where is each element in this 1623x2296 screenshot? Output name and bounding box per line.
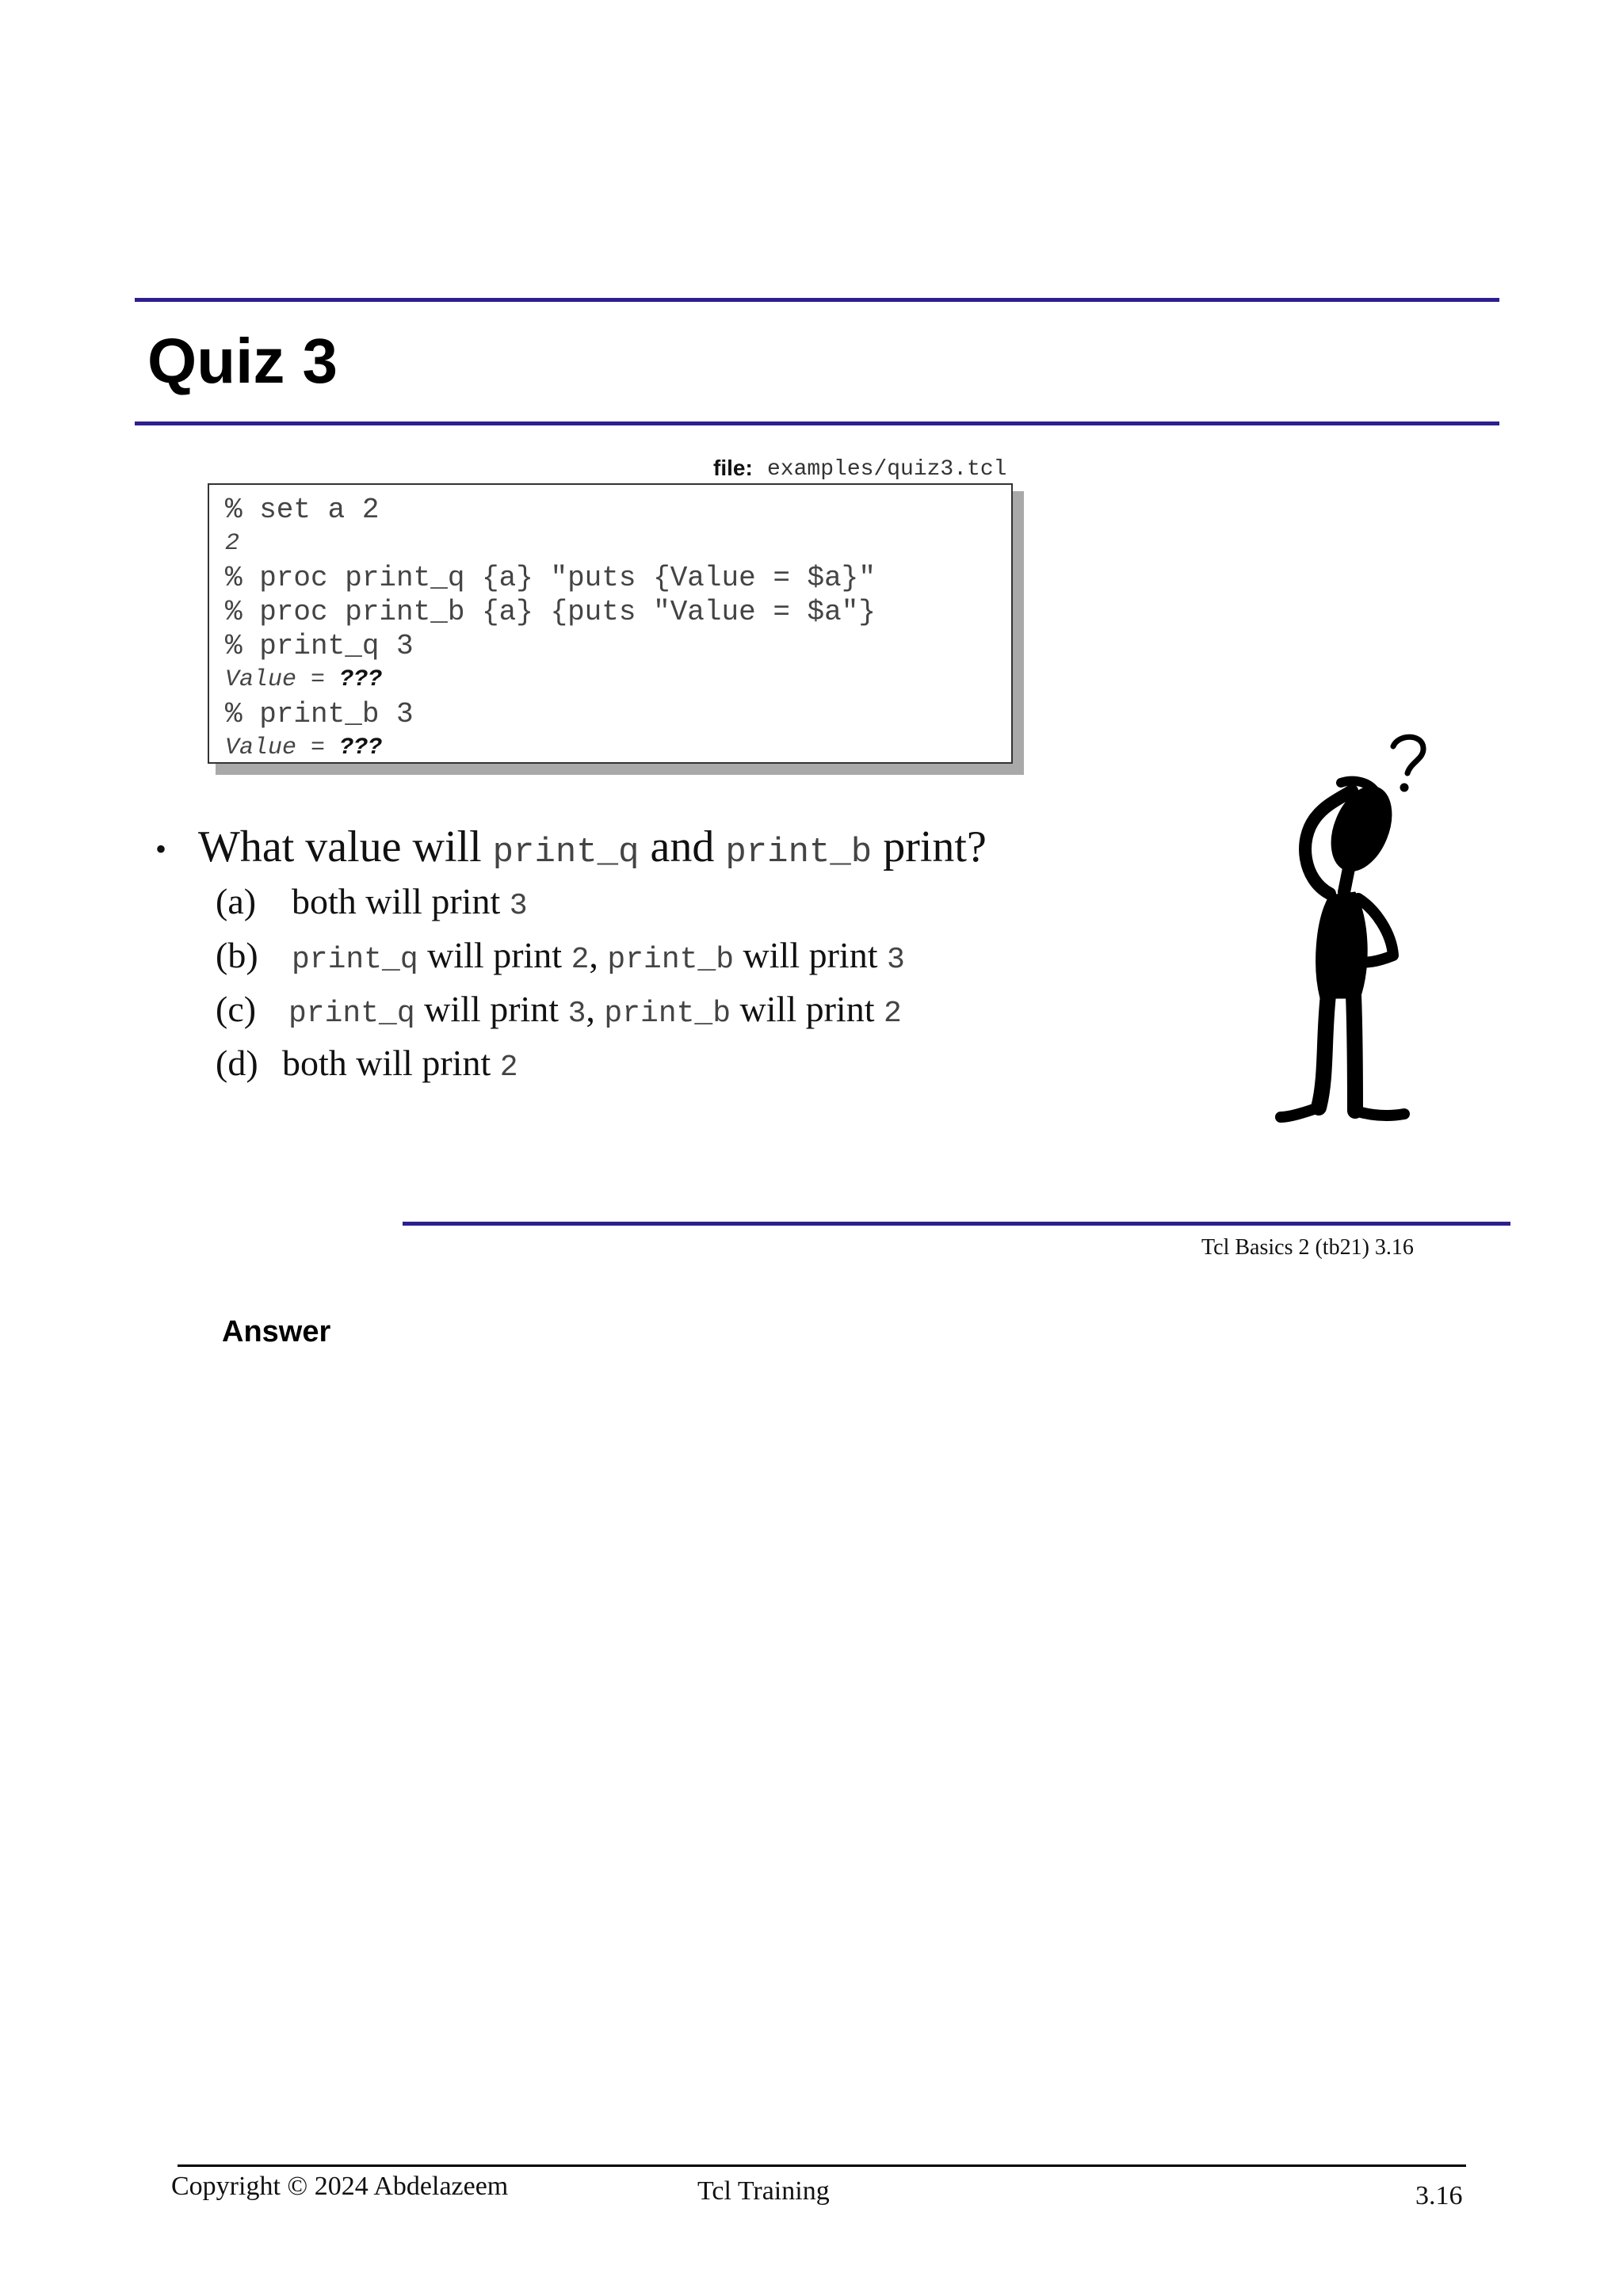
code-line: % proc print_b {a} {puts "Value = $a"} [225,596,876,628]
title-top-rule [135,298,1499,302]
slide-meta: Tcl Basics 2 (tb21) 3.16 [1201,1235,1414,1260]
slide-title: Quiz 3 [147,326,338,396]
option-label: (c) [216,989,257,1029]
option-code: print_b [604,997,731,1031]
code-output-line: 2 [225,530,240,557]
option-value: 3 [509,889,528,923]
copyright: Copyright © 2024 Abdelazeem [171,2172,509,2201]
option-value: 3 [567,997,586,1031]
option-separator: , [586,989,605,1029]
bullet: • [155,831,167,867]
option-label: (d) [216,1043,258,1083]
file-label: file: [713,456,753,480]
question-code: print_b [725,833,873,872]
output-prefix: Value = [225,666,340,693]
code-line: % proc print_q {a} "puts {Value = $a}" [225,562,876,594]
option-text: will print [414,989,568,1029]
output-unknown: ??? [339,666,383,693]
output-unknown: ??? [339,734,383,761]
option-code: print_q [288,997,415,1031]
option-c [216,987,902,1036]
option-b [216,933,905,982]
option-text: will print [418,935,571,975]
question-text [198,821,987,879]
course-name: Tcl Training [697,2176,830,2206]
option-separator: , [589,935,608,975]
option-a [216,879,528,929]
option-code: print_q [292,943,418,977]
question-part: print? [872,822,987,871]
option-text: will print [734,935,887,975]
thinking-person-icon [1236,729,1442,1157]
code-line: % set a 2 [225,494,380,526]
option-label: (b) [216,935,258,975]
title-bottom-rule [135,421,1499,425]
option-d [216,1041,518,1090]
option-value: 2 [571,943,590,977]
notes-divider [403,1222,1510,1226]
code-output-line [225,731,1011,765]
option-label: (a) [216,881,257,921]
option-code: print_b [607,943,735,977]
option-text: will print [731,989,884,1029]
option-value: 2 [884,997,902,1031]
option-text: both will print [292,881,510,921]
option-text: both will print [282,1043,500,1083]
footer-rule [178,2164,1466,2167]
question-code: print_q [492,833,640,872]
option-value: 2 [499,1051,518,1085]
code-box [208,483,1013,764]
file-name: examples/quiz3.tcl [767,457,1007,482]
question-part: and [639,822,726,871]
answer-heading: Answer [222,1315,331,1348]
option-value: 3 [887,943,905,977]
output-prefix: Value = [225,734,340,761]
code-output-line [225,663,1011,697]
page-number: 3.16 [1415,2181,1463,2210]
code-line: % print_b 3 [225,698,414,730]
question-part: What value will [198,822,493,871]
code-line: % print_q 3 [225,630,414,662]
